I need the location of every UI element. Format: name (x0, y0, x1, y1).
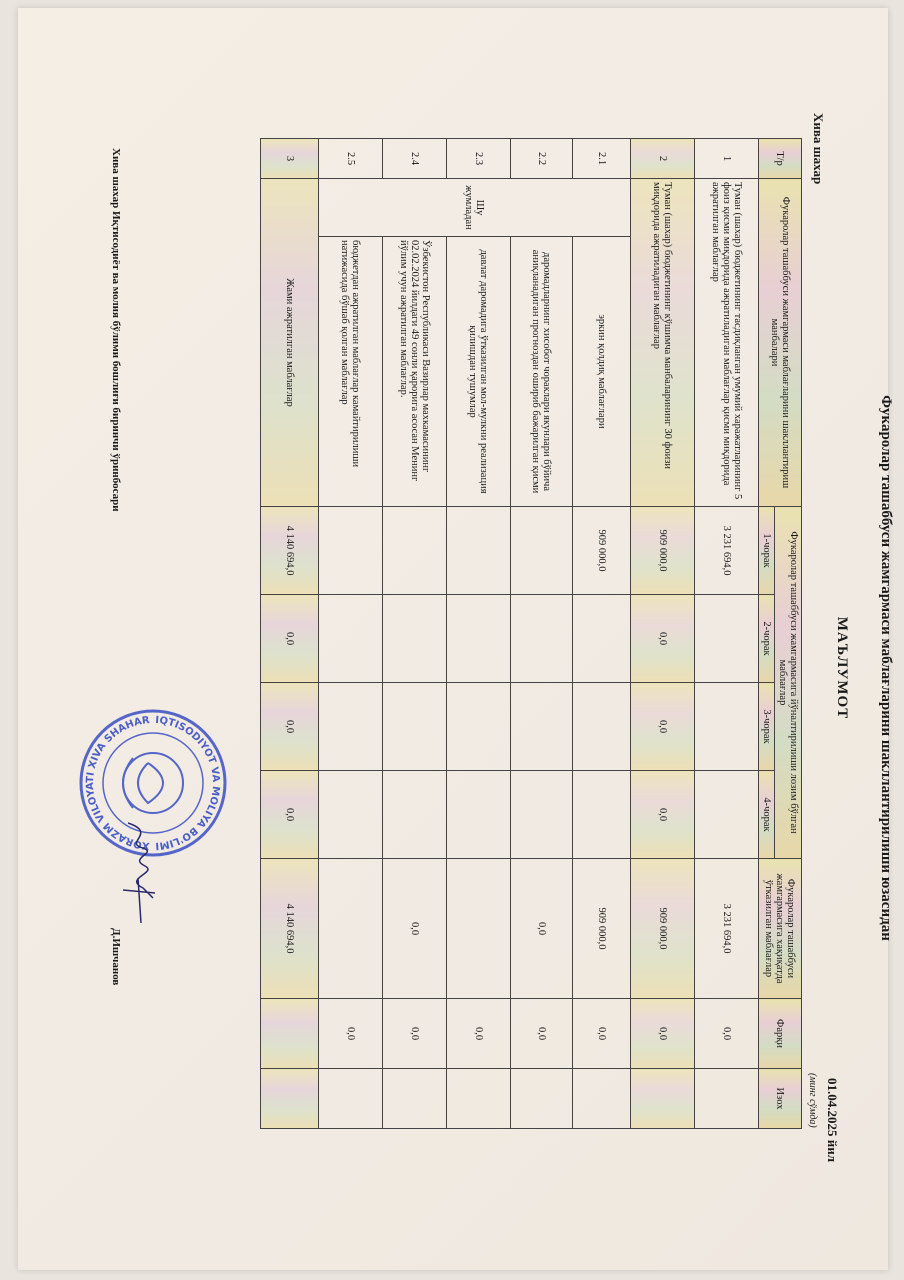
row-q3 (383, 683, 447, 771)
row-q4 (383, 771, 447, 859)
header-q3: 3-чорак (759, 683, 775, 771)
row-q3 (511, 683, 573, 771)
row-q1 (447, 507, 511, 595)
row-num: 3 (261, 139, 319, 179)
row-q4 (447, 771, 511, 859)
row-note (383, 1069, 447, 1129)
row-actual: 909 000,0 (631, 859, 695, 999)
row-q1: 4 140 694,0 (261, 507, 319, 595)
row-q1: 909 000,0 (573, 507, 631, 595)
row-actual: 3 231 694,0 (695, 859, 759, 999)
row-diff (261, 999, 319, 1069)
row-source: эркин қолдиқ маблағлари (573, 237, 631, 507)
row-source: бюджетдан ажратилган маблағлар камайтирилиши натижасида бўшаб қолган маблағлар (319, 237, 383, 507)
row-note (261, 1069, 319, 1129)
document-subtitle: МАЪЛУМОТ (834, 616, 850, 720)
row-note (511, 1069, 573, 1129)
table-row (383, 139, 447, 1129)
row-actual: 0,0 (383, 859, 447, 999)
row-note (319, 1069, 383, 1129)
row-q3 (573, 683, 631, 771)
row-actual: 909 000,0 (573, 859, 631, 999)
footer-name: Д.Ишчанов (110, 928, 122, 986)
table-row (511, 139, 573, 1129)
row-source: давлат даромадига ўтказилган мол-мулкни реализация қилишдан тушумлар (447, 237, 511, 507)
row-diff: 0,0 (319, 999, 383, 1069)
row-q3 (695, 683, 759, 771)
row-note (631, 1069, 695, 1129)
header-note: Изох (759, 1069, 802, 1129)
row-q2 (511, 595, 573, 683)
row-q4 (319, 771, 383, 859)
row-q2 (695, 595, 759, 683)
table-row (573, 139, 631, 1129)
row-q3: 0,0 (631, 683, 695, 771)
row-num: 2.2 (511, 139, 573, 179)
unit-label: (минг сўмда) (807, 1073, 818, 1128)
signature-icon (118, 818, 163, 928)
row-diff: 0,0 (573, 999, 631, 1069)
row-diff: 0,0 (631, 999, 695, 1069)
table-row (631, 139, 695, 1129)
row-q2 (447, 595, 511, 683)
header-num: Т/р (759, 139, 802, 179)
row-note (573, 1069, 631, 1129)
row-source: Жами ажратилган маблағлар (261, 179, 319, 507)
row-num: 1 (695, 139, 759, 179)
row-source: даромадларнинг хисобот чораклари якунлари бўйича аниқланадиган прогноздан ошириб бажарилган қисми (511, 237, 573, 507)
row-q4: 0,0 (261, 771, 319, 859)
header-diff: Фарқи (759, 999, 802, 1069)
row-num: 2 (631, 139, 695, 179)
rotated-document (78, 108, 898, 1228)
table-row-total (261, 139, 319, 1129)
row-q3: 0,0 (261, 683, 319, 771)
row-q4 (511, 771, 573, 859)
row-q1: 3 231 694,0 (695, 507, 759, 595)
svg-text:IQTISODIYOT VA MOLIYA BO'LIMI: IQTISODIYOT VA MOLIYA BO'LIMI (154, 715, 222, 851)
city-label: Хива шахар (811, 113, 826, 185)
row-actual: 4 140 694,0 (261, 859, 319, 999)
row-num: 2.1 (573, 139, 631, 179)
row-source: Ўзбекистон Республикаси Вазирлар махкамасининг 02.02.2024 йилдаги 49 сонли қарорига асосан Менинг йўлим учун ажратилган маблағлар. (383, 237, 447, 507)
row-num: 2.3 (447, 139, 511, 179)
group-label: Шу жумладан (319, 179, 631, 237)
row-source: Туман (шахар) бюджетининг тасдиқланган умумий харажатларининг 5 фоиз қисми миқдорида ажратиладиган маблағлар қисми миқдорида ажратилган маблағлар (695, 179, 759, 507)
row-q1 (319, 507, 383, 595)
row-diff: 0,0 (447, 999, 511, 1069)
row-q1: 909 000,0 (631, 507, 695, 595)
document-title: Фукаролар ташаббуси жамгармаси маблағларини шакллантирилиши юзасидан (878, 395, 894, 941)
row-q4: 0,0 (631, 771, 695, 859)
row-q2: 0,0 (631, 595, 695, 683)
row-source: Туман (шахар) бюджетининг кўшимча манбаларининг 30 фоизи миқдорида ажратиладиган маблағлар (631, 179, 695, 507)
row-q2: 0,0 (261, 595, 319, 683)
row-q2 (383, 595, 447, 683)
row-diff: 0,0 (511, 999, 573, 1069)
row-q1 (383, 507, 447, 595)
header-q2: 2-чорак (759, 595, 775, 683)
row-num: 2.5 (319, 139, 383, 179)
header-directed: Фукаролар ташаббуси жамгармасига йўналтирилиши лозим бўлган маблағлар (775, 507, 802, 859)
header-q1: 1-чорак (759, 507, 775, 595)
svg-text:XORAZM VILOYATI XIVA SHAHAR: XORAZM VILOYATI XIVA SHAHAR (84, 715, 151, 851)
row-q2 (573, 595, 631, 683)
footer-org: Хива шахар Иқтисодиёт ва молия бўлими бошлиғи биринчи ўринбосари (110, 148, 122, 512)
table-row (695, 139, 759, 1129)
row-q4 (573, 771, 631, 859)
table-row (447, 139, 511, 1129)
funds-table (260, 138, 802, 1129)
row-actual: 0,0 (511, 859, 573, 999)
row-q3 (447, 683, 511, 771)
header-source: Фукаролар ташаббуси жамгармаси маблағларини шакллантириш манбалари (759, 179, 802, 507)
header-q4: 4-чорак (759, 771, 775, 859)
row-note (695, 1069, 759, 1129)
document-paper (18, 8, 894, 1270)
row-diff: 0,0 (695, 999, 759, 1069)
row-note (447, 1069, 511, 1129)
row-q1 (511, 507, 573, 595)
row-actual (319, 859, 383, 999)
table-row (319, 139, 383, 1129)
row-q2 (319, 595, 383, 683)
row-diff: 0,0 (383, 999, 447, 1069)
row-q3 (319, 683, 383, 771)
row-actual (447, 859, 511, 999)
date-label: 01.04.2025 йил (825, 1078, 840, 1163)
row-q4 (695, 771, 759, 859)
header-actual: Фукаролар ташаббуси жамгармасига хақиқатда ўтказилган маблағлар (759, 859, 802, 999)
row-num: 2.4 (383, 139, 447, 179)
